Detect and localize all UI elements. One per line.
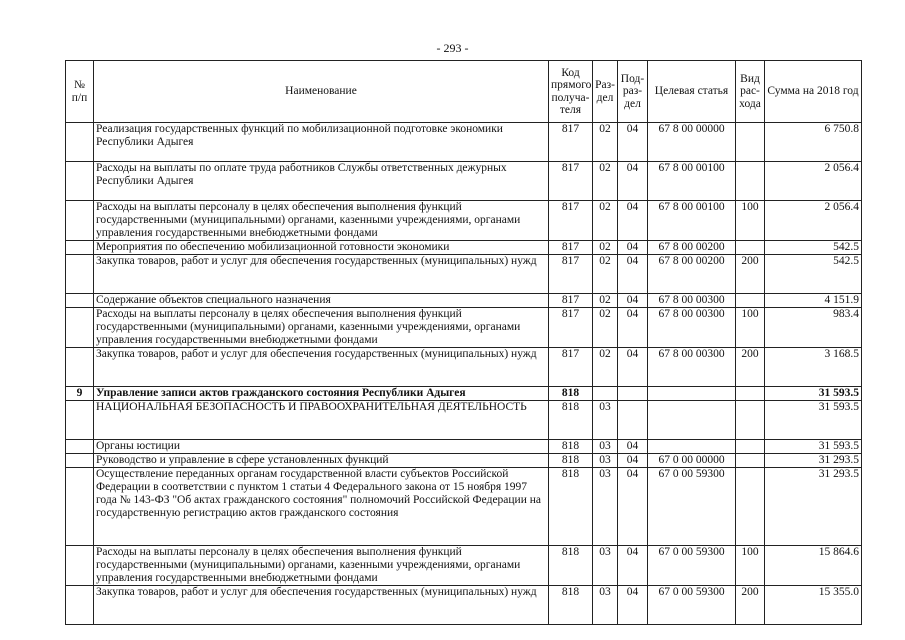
header-expense: Вид рас-хода (736, 61, 765, 123)
row-number (66, 454, 94, 468)
row-section: 02 (593, 308, 618, 348)
row-amount: 3 168.5 (765, 348, 862, 387)
row-number (66, 162, 94, 201)
row-amount: 31 593.5 (765, 401, 862, 440)
row-subsection: 04 (618, 162, 648, 201)
row-name: Содержание объектов специального назначения (94, 294, 549, 308)
page-number: - 293 - (436, 41, 469, 55)
row-section (593, 387, 618, 401)
row-expense: 200 (736, 255, 765, 294)
row-code: 818 (549, 586, 593, 625)
row-amount: 31 293.5 (765, 468, 862, 546)
table-row (66, 546, 862, 586)
row-code: 818 (549, 387, 593, 401)
row-subsection: 04 (618, 546, 648, 586)
row-number (66, 546, 94, 586)
row-name: Расходы на выплаты персоналу в целях обеспечения выполнения функций государственными (муниципальными) органами, казенными учреждениями, органами управления государственными внебюджетными фондами (94, 201, 549, 241)
row-subsection: 04 (618, 348, 648, 387)
header-amount: Сумма на 2018 год (765, 61, 862, 123)
row-target (648, 440, 736, 454)
row-section: 02 (593, 123, 618, 162)
header-code: Код прямого получа-теля (549, 61, 593, 123)
row-target: 67 8 00 00100 (648, 162, 736, 201)
row-name: Расходы на выплаты персоналу в целях обеспечения выполнения функций государственными (муниципальными) органами, казенными учреждениями, органами управления государственными внебюджетными фондами (94, 308, 549, 348)
row-number (66, 468, 94, 546)
row-number (66, 241, 94, 255)
row-name: Расходы на выплаты персоналу в целях обеспечения выполнения функций государственными (муниципальными) органами, казенными учреждениями, органами управления государственными внебюджетными фондами (94, 546, 549, 586)
row-subsection: 04 (618, 294, 648, 308)
row-expense (736, 241, 765, 255)
row-expense: 200 (736, 586, 765, 625)
row-target: 67 8 00 00300 (648, 348, 736, 387)
row-code: 817 (549, 162, 593, 201)
table-row (66, 308, 862, 348)
row-subsection: 04 (618, 308, 648, 348)
row-number (66, 308, 94, 348)
row-target: 67 8 00 00100 (648, 201, 736, 241)
row-code: 817 (549, 294, 593, 308)
row-number (66, 348, 94, 387)
budget-table (65, 60, 862, 625)
row-section: 03 (593, 401, 618, 440)
row-target: 67 0 00 59300 (648, 586, 736, 625)
header-no: № п/п (66, 61, 94, 123)
row-subsection: 04 (618, 123, 648, 162)
row-expense (736, 468, 765, 546)
row-target (648, 387, 736, 401)
table-row (66, 348, 862, 387)
row-section: 02 (593, 294, 618, 308)
row-amount: 15 864.6 (765, 546, 862, 586)
row-target: 67 0 00 59300 (648, 546, 736, 586)
row-name: Реализация государственных функций по мобилизационной подготовке экономики Республики Адыгея (94, 123, 549, 162)
row-number: 9 (66, 387, 94, 401)
row-expense (736, 387, 765, 401)
row-section: 03 (593, 454, 618, 468)
row-code: 817 (549, 201, 593, 241)
row-expense: 100 (736, 201, 765, 241)
row-name: Органы юстиции (94, 440, 549, 454)
row-number (66, 440, 94, 454)
row-section: 03 (593, 546, 618, 586)
header-target: Целевая статья (648, 61, 736, 123)
row-expense (736, 123, 765, 162)
row-expense (736, 454, 765, 468)
row-section: 02 (593, 348, 618, 387)
row-amount: 542.5 (765, 255, 862, 294)
row-name: Расходы на выплаты по оплате труда работников Службы ответственных дежурных Республики Адыгея (94, 162, 549, 201)
row-amount: 4 151.9 (765, 294, 862, 308)
row-expense (736, 401, 765, 440)
row-expense (736, 440, 765, 454)
row-amount: 542.5 (765, 241, 862, 255)
row-amount: 15 355.0 (765, 586, 862, 625)
row-amount: 6 750.8 (765, 123, 862, 162)
header-name: Наименование (94, 61, 549, 123)
row-name: Осуществление переданных органам государственной власти субъектов Российской Федерации в соответствии с пунктом 1 статьи 4 Федерального закона от 15 ноября 1997 года № 143-ФЗ "Об актах гражданского состояния" полномочий Российской Федерации на государственную регистрацию актов гражданского состояния (94, 468, 549, 546)
table-row (66, 201, 862, 241)
row-name: Закупка товаров, работ и услуг для обеспечения государственных (муниципальных) нужд (94, 348, 549, 387)
row-code: 818 (549, 454, 593, 468)
header-subsection: Под-раз-дел (618, 61, 648, 123)
table-row (66, 387, 862, 401)
row-name: НАЦИОНАЛЬНАЯ БЕЗОПАСНОСТЬ И ПРАВООХРАНИТЕЛЬНАЯ ДЕЯТЕЛЬНОСТЬ (94, 401, 549, 440)
table-row (66, 401, 862, 440)
table-row (66, 241, 862, 255)
row-subsection (618, 387, 648, 401)
row-section: 02 (593, 201, 618, 241)
row-number (66, 586, 94, 625)
row-expense: 100 (736, 308, 765, 348)
row-target (648, 401, 736, 440)
row-amount: 31 593.5 (765, 440, 862, 454)
row-number (66, 294, 94, 308)
header-row (66, 61, 862, 123)
header-section: Раз-дел (593, 61, 618, 123)
row-target: 67 0 00 00000 (648, 454, 736, 468)
row-subsection: 04 (618, 454, 648, 468)
row-target: 67 8 00 00200 (648, 241, 736, 255)
row-number (66, 255, 94, 294)
row-amount: 2 056.4 (765, 162, 862, 201)
row-expense (736, 294, 765, 308)
row-section: 03 (593, 440, 618, 454)
row-subsection: 04 (618, 201, 648, 241)
row-code: 817 (549, 308, 593, 348)
table-row (66, 255, 862, 294)
table-row (66, 440, 862, 454)
row-subsection: 04 (618, 255, 648, 294)
row-code: 817 (549, 255, 593, 294)
row-code: 818 (549, 440, 593, 454)
table-body (66, 123, 862, 625)
table-row (66, 586, 862, 625)
row-number (66, 123, 94, 162)
row-target: 67 8 00 00200 (648, 255, 736, 294)
row-amount: 31 293.5 (765, 454, 862, 468)
row-section: 02 (593, 255, 618, 294)
row-number (66, 201, 94, 241)
table-row (66, 294, 862, 308)
row-name: Закупка товаров, работ и услуг для обеспечения государственных (муниципальных) нужд (94, 255, 549, 294)
table-row (66, 454, 862, 468)
row-section: 03 (593, 586, 618, 625)
row-section: 03 (593, 468, 618, 546)
row-subsection: 04 (618, 241, 648, 255)
row-target: 67 8 00 00300 (648, 308, 736, 348)
row-target: 67 0 00 59300 (648, 468, 736, 546)
row-amount: 2 056.4 (765, 201, 862, 241)
row-name: Руководство и управление в сфере установленных функций (94, 454, 549, 468)
row-code: 817 (549, 241, 593, 255)
row-section: 02 (593, 241, 618, 255)
row-expense (736, 162, 765, 201)
row-subsection: 04 (618, 586, 648, 625)
row-expense: 200 (736, 348, 765, 387)
row-code: 818 (549, 468, 593, 546)
table-row (66, 468, 862, 546)
row-number (66, 401, 94, 440)
row-name: Мероприятия по обеспечению мобилизационной готовности экономики (94, 241, 549, 255)
row-subsection (618, 401, 648, 440)
row-code: 817 (549, 123, 593, 162)
row-amount: 983.4 (765, 308, 862, 348)
row-subsection: 04 (618, 468, 648, 546)
row-target: 67 8 00 00000 (648, 123, 736, 162)
row-name: Закупка товаров, работ и услуг для обеспечения государственных (муниципальных) нужд (94, 586, 549, 625)
row-code: 818 (549, 546, 593, 586)
row-amount: 31 593.5 (765, 387, 862, 401)
row-section: 02 (593, 162, 618, 201)
table-row (66, 162, 862, 201)
row-name: Управление записи актов гражданского состояния Республики Адыгея (94, 387, 549, 401)
row-code: 817 (549, 348, 593, 387)
row-subsection: 04 (618, 440, 648, 454)
table-row (66, 123, 862, 162)
row-target: 67 8 00 00300 (648, 294, 736, 308)
row-expense: 100 (736, 546, 765, 586)
row-code: 818 (549, 401, 593, 440)
